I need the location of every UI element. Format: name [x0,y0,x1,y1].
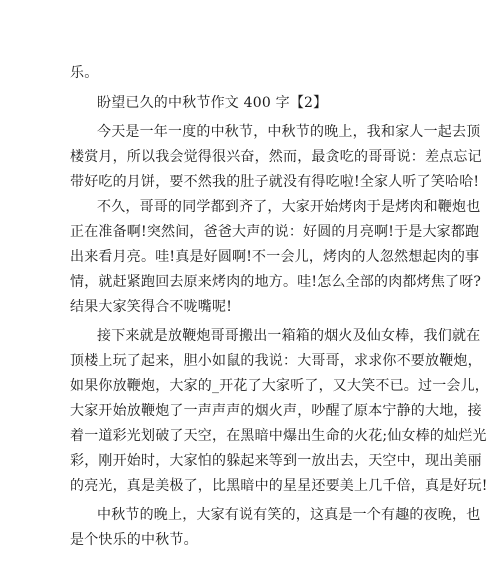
paragraph-1-line-2: 楼赏月，所以我会觉得很兴奋，然而，最贪吃的哥哥说：差点忘记 [70,149,482,165]
paragraph-3-line-7: 的亮光，真是美极了，比黑暗中的星星还要美上几千倍，真是好玩! [70,478,488,494]
paragraph-2-line-3: 出来看月亮。哇!真是好圆啊!不一会儿，烤肉的人忽然想起肉的事 [70,249,480,265]
paragraph-2-line-4: 情，就赶紧跑回去原来烤肉的地方。哇!怎么全部的肉都烤焦了呀? [70,274,482,290]
paragraph-3-line-3: 如果你放鞭炮，大家的_开花了大家听了，又大笑不已。过一会儿， [70,378,489,394]
paragraph-1-line-1: 今天是一年一度的中秋节，中秋节的晚上，我和家人一起去顶 [97,124,481,140]
paragraph-3-line-2: 顶楼上玩了起来，胆小如鼠的我说：大哥哥，求求你不要放鞭炮， [70,353,482,369]
paragraph-4-line-2: 是个快乐的中秋节。 [70,532,198,548]
paragraph-2-line-1: 不久，哥哥的同学都到齐了，大家开始烤肉于是烤肉和鞭炮也 [97,199,481,215]
paragraph-3-line-4: 大家开始放鞭炮了一声声声的烟火声，吵醒了原本宁静的大地，接 [70,403,482,419]
paragraph-1-line-3: 带好吃的月饼，要不然我的肚子就没有得吃啦!全家人听了笑哈哈! [70,174,480,190]
paragraph-2-line-2: 正在准备啊!突然间，爸爸大声的说：好圆的月亮啊!于是大家都跑 [70,224,480,240]
paragraph-4-line-1: 中秋节的晚上，大家有说有笑的，这真是一个有趣的夜晚，也 [97,507,481,523]
paragraph-2-line-5: 结果大家笑得合不咙嘴呢! [70,299,233,315]
article-title: 盼望已久的中秋节作文 400 字【2】 [97,95,328,111]
paragraph-3-line-5: 着一道彩光划破了天空，在黑暗中爆出生命的火花;仙女棒的灿烂光 [70,428,487,444]
text-line-1: 乐。 [70,65,99,81]
paragraph-3-line-6: 彩，刚开始时，大家怕的躲起来等到一放出去，天空中，现出美丽 [70,453,482,469]
paragraph-3-line-1: 接下来就是放鞭炮哥哥搬出一箱箱的烟火及仙女棒，我们就在 [97,328,481,344]
